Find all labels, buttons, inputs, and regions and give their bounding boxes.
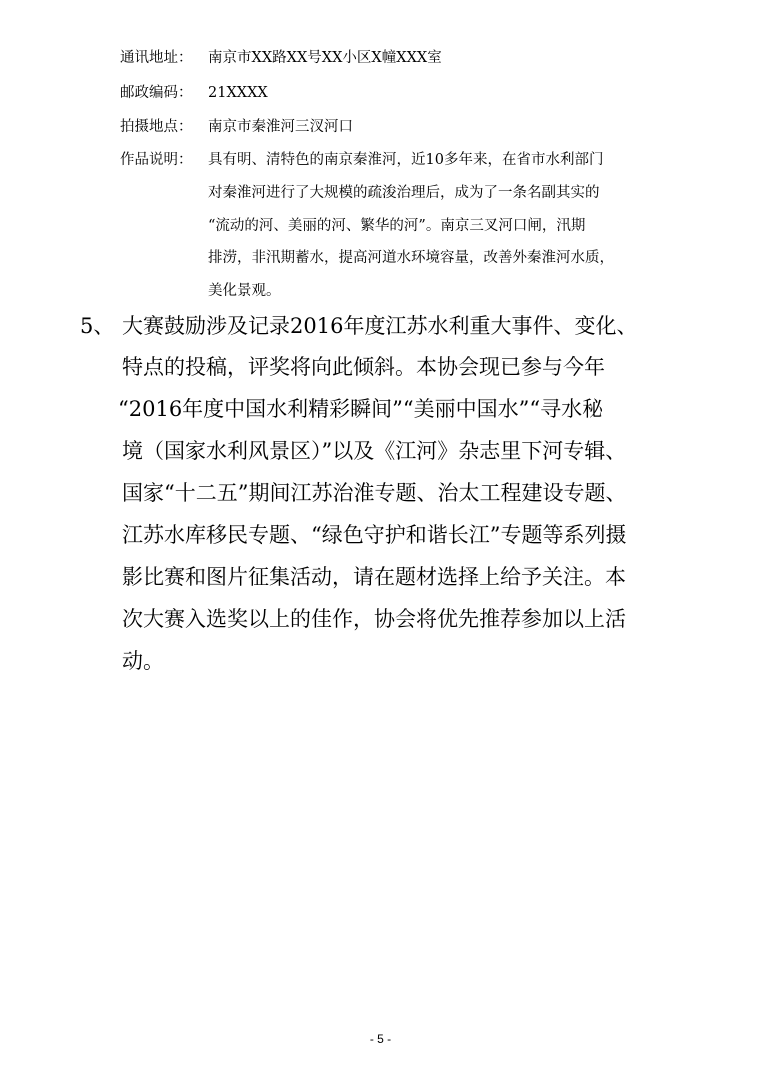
page-number: - 5 - — [369, 1032, 392, 1046]
address-row — [120, 50, 442, 67]
paragraph-line: 动。 — [122, 649, 164, 673]
paragraph-line: 国家“十二五”期间江苏治淮专题、治太工程建设专题、 — [122, 481, 627, 505]
paragraph-line: 次大赛入选奖以上的佳作，协会将优先推荐参加以上活 — [122, 607, 626, 631]
paragraph-line: 境（国家水利风景区）”以及《江河》杂志里下河专辑、 — [122, 439, 627, 463]
paragraph-line: 特点的投稿，评奖将向此倾斜。本协会现已参与今年 — [122, 355, 605, 379]
location-value: 南京市秦淮河三汊河口 — [208, 119, 353, 135]
paragraph-line: 大赛鼓励涉及记录2016年度江苏水利重大事件、变化、 — [122, 314, 638, 338]
description-line: 具有明、清特色的南京秦淮河，近10多年来，在省市水利部门 — [208, 152, 604, 168]
description-line: 对秦淮河进行了大规模的疏浚治理后，成为了一条名副其实的 — [208, 185, 600, 201]
address-label: 通讯地址： — [120, 50, 193, 66]
postcode-value: 21XXXX — [208, 85, 268, 101]
paragraph-line: 影比赛和图片征集活动，请在题材选择上给予关注。本 — [122, 565, 626, 589]
description-line: 美化景观。 — [208, 283, 281, 299]
location-label: 拍摄地点： — [120, 119, 193, 135]
description-label: 作品说明： — [120, 152, 193, 168]
description-line: 排涝，非汛期蓄水，提高河道水环境容量，改善外秦淮河水质， — [208, 250, 614, 266]
postcode-label: 邮政编码： — [120, 85, 193, 101]
paragraph-line: 江苏水库移民专题、“绿色守护和谐长江”专题等系列摄 — [122, 523, 627, 547]
description-line: “流动的河、美丽的河、繁华的河”。南京三叉河口闸，汛期 — [208, 218, 586, 234]
location-row — [120, 119, 353, 136]
paragraph-line: “2016年度中国水利精彩瞬间”“美丽中国水”“寻水秘 — [118, 397, 604, 421]
address-value: 南京市XX路XX号XX小区X幢XXX室 — [208, 50, 442, 66]
paragraph-number: 5、 — [80, 314, 115, 338]
postcode-row — [120, 85, 268, 102]
